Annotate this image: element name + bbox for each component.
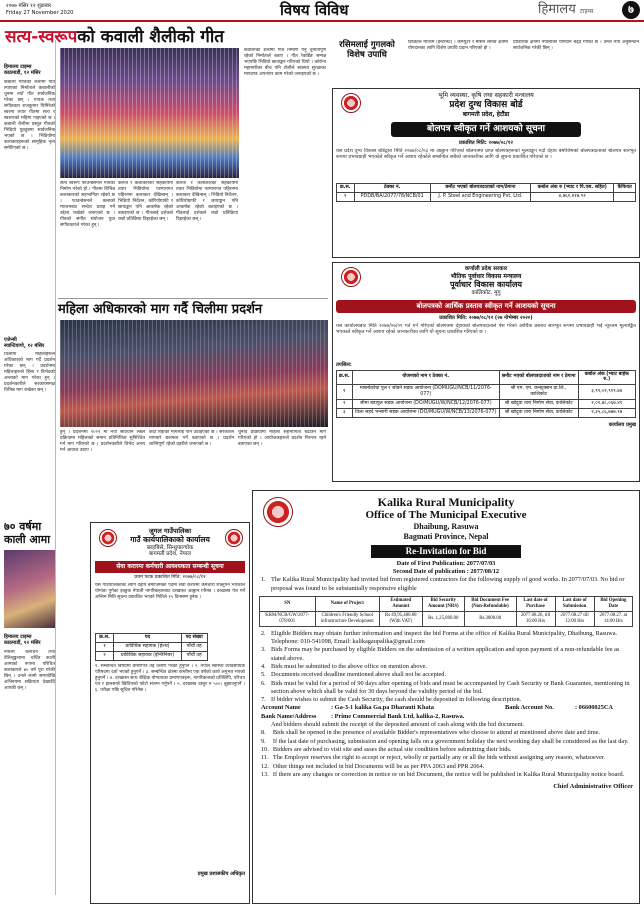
table-header: क्र.स. <box>96 633 114 642</box>
women-col3: चुनाव प्रक्रियामा महिला सहभागिता बढाउने माग गरिएको हो । आयोजकहरूले प्रदर्शन निरन्तर रहने बताएका छन् । <box>238 430 326 447</box>
sufi-place: काठमाडौं, १२ मंसिर <box>4 70 41 77</box>
women-place: स्यान्टियागो, १२ मंसिर <box>4 342 45 349</box>
table-cell: १ <box>337 385 353 400</box>
kalikot-table <box>336 370 636 419</box>
table-header: कबोल अंक (भ्याट बाहेक रु.) <box>578 370 635 385</box>
women-headline: महिला अधिकारको माग गर्दै चिलीमा प्रदर्शन <box>58 302 263 317</box>
kali-byline: हिमालय टाइम्स <box>4 634 32 640</box>
kalika-office: Office of The Municipal Executive <box>365 509 527 521</box>
table-row <box>96 642 208 651</box>
item-number: 5. <box>261 671 266 679</box>
account-no-label: Bank Account No. <box>505 704 554 712</box>
list-item-text: If the last date of purchasing, submission and opening falls on a government holiday the next working day shall be considered as the last day. <box>272 737 629 745</box>
sufi-left-text: कबाली गीतिको शैलीमा गीत ल्याएका निर्माताले कबालीको धुनमा नयाँ गीत सार्वजनिक गरेका छन् । गायक तथा संगीतकार राजकुमार घिमिरेको स्वरमा तयार गीतमा सत्य र स्वरूपको महिमा गाइएको छ । कबाली शैलीमा प्रस्तुत गीतको भिडियो युट्युबमा सार्वजनिक भएको छ । भिडियोमा कलाकारहरूको सामूहिक नृत्य समेटिएको छ । <box>4 79 55 151</box>
table-cell: तिला सहदे भन्सारी सडक आयोजना (DO/MUGU/W/NCB/13/2076-077) <box>352 409 499 418</box>
kalikot-text: यस कार्यालयबाट मिति २०७७/०७/०१ गते गर्ने गरिएको बोलपत्रमा देहायको बोलपत्रदाताले पेस गरेको आर्थिक प्रस्ताव सारभूत रूपमा प्रभावग्राही भई न्यूनतम मूल्याङ्कित भएकाले स्वीकृत गर्ने आशय रहेको जानकारीका लागि यो सूचना प्रकाशित गरिएको छ । <box>336 323 636 336</box>
table-cell: २,३५,८६,७७७.९७ <box>578 409 635 418</box>
list-item <box>259 763 633 771</box>
item-number: 2. <box>261 629 266 637</box>
sufi-col2: सत्य स्वरूप फाउन्डेसनले गीतको निर्माण गरेको हो । गीतमा विभिन्न कलाकारको सहभागिता रहेको छ । फाउन्डेसनले कलाको माध्यमबाट सन्देश प्रवाह गर्ने उद्देश्य राखेको जनाएको छ । गीतको संगीत संयोजन युवा संगीतकारले गरेका हुन् । <box>60 181 115 228</box>
milk-place: बागमती प्रदेश, हेटौंडा <box>462 111 510 119</box>
women-col1: हुन् । प्रदर्शनमा २०२१ मा नयाँ संविधान लेख्ने प्रक्रियामा महिलाको समान प्रतिनिधित्व सुनिश्चित गर्न माग गरिएको छ । प्रदर्शनकारीले विभेद अन्त्य गर्न आवाज उठाए । <box>60 430 145 453</box>
item-number: 7. <box>261 696 266 704</box>
table-cell: Children's Friendly School infrastructure Development <box>315 611 379 626</box>
kalikot-pub-date: प्रकाशित मिति: २०७७/०८/१२ (२७ नोभेम्बर २०२०) <box>439 315 533 321</box>
kalika-account <box>259 704 633 721</box>
item-number: 9. <box>261 737 266 745</box>
list-item <box>259 729 633 737</box>
header-date <box>6 3 73 17</box>
kalika-place: Dhaibung, Rasuwa <box>413 522 479 531</box>
table-header: Bid Document Fee (Non-Refundable) <box>464 596 516 611</box>
brand-logo <box>538 2 593 18</box>
item-number: 4. <box>261 662 266 670</box>
table-cell: २ <box>96 651 114 660</box>
kalikot-banner: बोलपत्रको आर्थिक प्रस्ताव स्वीकृत गर्ने आशयको सूचना <box>336 300 636 313</box>
kalika-second-pub: Second Date of publication : 2077/08/12 <box>392 568 500 576</box>
table-header: SN <box>260 596 316 611</box>
list-item <box>259 746 633 754</box>
table-cell: प्राविधिक सहायक (हेल्थ) <box>114 642 182 651</box>
jugal-office: गाउँ कार्यपालिकाको कार्यालय <box>130 535 210 545</box>
milk-text: यस प्रदेश दुग्ध विकास बोर्डद्वारा मिति २०७७/०८/०३ मा आह्वान गरिएको बोलपत्रमा प्राप्त बोलपत्रहरूको मूल्याङ्कन गर्दा देहाय बमोजिमको बोलपत्रदाताको बोलपत्र सारभूत रूपमा प्रभावग्राही भएकोले स्वीकृत गर्ने आशय रहेकोले सम्बन्धित सबैको जानकारीका लागि यो सूचना प्रकाशित गरिएको छ । <box>336 148 636 161</box>
item-number: 11. <box>261 754 269 762</box>
list-item-text: Bids must be valid for a period of 90 days after opening of bids and must be accompanied by Cash Security or Bank Guarantee, mentioning in section above which shall be valid for 30 days beyond the validity period of the bid. <box>271 679 630 695</box>
section-title: विषय विविध <box>280 1 349 19</box>
divider <box>58 298 328 299</box>
table-header: Last date of Purchase <box>516 596 555 611</box>
table-cell: KRM/NCB/GW/2077-078/001 <box>260 611 316 626</box>
sufi-col3b: कलेज र कलाकारको सहकार्यमा तयार भिडियोमा परम्परागत पहिरनमा कलाकार देखिन्छन् । भिडियो निर्देशन, कोरियोग्राफी र छायाङ्कन पनि आकर्षक रहेको बताइएको छ । गीतलाई दर्शकले राम्रो प्रतिक्रिया दिइरहेका छन् । <box>176 181 238 222</box>
list-item <box>259 680 633 697</box>
milk-pub-date: प्रकाशित मिति: २०७७/०८/१२ <box>459 139 513 146</box>
list-item <box>259 771 633 779</box>
brand-name: हिमालय <box>538 2 576 17</box>
kalikot-signature: कार्यालय प्रमुख <box>608 422 636 429</box>
kalika-items2 <box>259 729 633 779</box>
milk-ministry: भूमि व्यवस्था, कृषि तथा सहकारी मन्त्रालय <box>438 92 534 99</box>
table-header: छनौट भएको बोलपत्रदाताको नाम/ठेगाना <box>430 184 530 193</box>
table-row <box>337 385 636 400</box>
milk-banner: बोलपत्र स्वीकृत गर्ने आशयको सूचना <box>391 122 581 137</box>
table-row <box>337 193 636 202</box>
table-cell <box>614 193 636 202</box>
table-header: योजनाको नाम र ठेक्का नं. <box>352 370 499 385</box>
table-row <box>337 409 636 418</box>
table-cell: १ <box>337 193 355 202</box>
kalika-items <box>259 630 633 705</box>
emblem-icon <box>341 93 361 113</box>
account-note: And bidders should submit the receipt of the deposited amount of cash along with the bid document. <box>271 721 525 729</box>
rasim-headline: रसिमलाई गुगलको विशेष उपाधि <box>339 40 395 60</box>
table-cell: 2077.08.27. at 14:00 Hrs <box>594 611 632 626</box>
table-row <box>96 651 208 660</box>
list-item <box>259 738 633 746</box>
list-item <box>259 754 633 762</box>
table-cell: श्री खोदुवा तारा निर्माण सेवा, कालिकोट <box>499 409 578 418</box>
jugal-banner: सेवा करारमा कर्मचारी आवश्यकता सम्बन्धी सूचना <box>95 561 245 573</box>
women-left-text: चिलीमा महिलाहरूले अधिकारको माग गर्दै प्रदर्शन गरेका छन् । प्रदर्शनमा महिलाहरूले हिंसा र विभेदको अन्त्यको माग गरेका हुन् । प्रदर्शनकारीले सरकारसमक्ष विभिन्न माग राखेका छन् । <box>4 352 55 393</box>
jugal-province: बागमती प्रदेश, नेपाल <box>149 551 191 558</box>
item-number: 8. <box>261 729 266 737</box>
kalika-intro-text: The Kalika Rural Municipality had invited bid from registered contractors for the following supply of good works. In 2077/07/03. No bid or proposal was found to be substantially responsive eligible <box>271 576 625 592</box>
table-cell: मास्लोकोचा पुल र जोडने सडक आयोजना (DOMUGU/NCB/11/2076-077) <box>352 385 499 400</box>
table-cell: Rs.3000.00 <box>464 611 516 626</box>
kalikot-place: कालिकोट, मुगु <box>471 290 501 297</box>
list-item-text: Eligible Bidders may obtain further information and inspect the bid Forms at the office of Kalika Rural Municipality, Dhaibung, Rasuwa. Telephone: 010-541098, Email: kalikagaupalika@gmail.com <box>271 629 618 646</box>
table-cell: Rs. 1,25,000.00 <box>422 611 464 626</box>
table-header: Last date of Submission <box>555 596 594 611</box>
sufi-headline-rest: को कवाली शैलीको गीत <box>77 27 224 47</box>
table-cell: ३ <box>337 409 353 418</box>
rasim-col2: प्राविधिक क्षेत्रमा नेपालीको योगदान बढ्दै गएको छ । उनले नयाँ अनुसन्धान सार्वजनिक गरेकी छिन् । <box>513 40 639 51</box>
jugal-pub-date: प्रथम पटक प्रकाशित मिति: २०७७/०८/१२ <box>134 574 206 580</box>
table-cell: प्राविधिक सहायक (इन्जिनियर) <box>114 651 182 660</box>
jugal-requirements: १. सम्बन्धित विषयमा प्रमाणपत्र तह उत्तीर्ण गरेको हुनुपर्ने । २. नेपाल स्वास्थ्य व्यावसायिक परिषदमा दर्ता भएको हुनुपर्ने । ३. सम्बन्धित क्षेत्रमा कम्तीमा एक वर्षको कार्य अनुभव भएको हुनुपर्ने । ४. दरखास्त साथ शैक्षिक योग्यताका प्रमाणपत्रहरू, नागरिकताको प्रतिलिपि, परिचय पत्र र हालसालै खिचिएको फोटो संलग्न गर्नुपर्ने । ५. दरखास्त दस्तुर रु ५००। बुझाउनुपर्ने । ६. परीक्षा पछि सूचित गरिनेछ । <box>95 663 245 693</box>
flag-icon <box>225 529 243 547</box>
women-photo <box>60 320 328 427</box>
emblem-icon <box>341 267 361 287</box>
item-number: 1. <box>261 576 266 584</box>
kalikot-office: पूर्वाधार विकास कार्यालय <box>449 280 523 290</box>
jugal-name: जुगल गाउँपालिका <box>148 527 192 535</box>
sufi-photo <box>60 48 239 178</box>
account-name-value: : Ga-3-1 kalika Ga.pa Dharauti Khata <box>331 704 434 712</box>
table-cell: Rs 49,95,480.88 (With VAT) <box>379 611 422 626</box>
table-header: छनौट भएको बोलपत्रदाताको नाम र ठेगाना <box>499 370 578 385</box>
milk-office: प्रदेश दुग्ध विकास बोर्ड <box>449 99 523 110</box>
sufi-headline-red: सत्य-स्वरूप <box>5 27 78 47</box>
kalikot-top2: भौतिक पूर्वाधार विकास मन्त्रालय <box>450 272 522 280</box>
rasim-col1: डिजिटल माध्यम (इन्टरनेट) । कम्प्युटर र मेसिन लर्निङ क्षेत्रमा योगदानका लागि विशेष उपाधि प्रदान गरिएको हो । <box>408 40 508 51</box>
header-date-en: Friday 27 November 2020 <box>6 10 74 16</box>
jugal-signature: प्रमुख प्रशासकीय अधिकृत <box>197 870 245 877</box>
table-cell: श्री खोदुवा तारा निर्माण सेवा, कालिकोट <box>499 400 578 409</box>
kalika-table <box>259 596 633 627</box>
item-number: 13. <box>261 770 269 778</box>
milk-notice <box>332 88 640 258</box>
table-header: Estimated Amount <box>379 596 422 611</box>
kalika-notice <box>252 490 640 904</box>
account-no-value: : 06600025CA <box>575 704 613 712</box>
sufi-col3: कलेज र कलाकारको सहकार्यमा तयार भिडियोमा परम्परागत पहिरनमा कलाकार देखिन्छन् । भिडियो निर्देशन, कोरियोग्राफी र छायाङ्कन पनि आकर्षक रहेको बताइएको छ । गीतलाई दर्शकले राम्रो प्रतिक्रिया दिइरहेका छन् । <box>118 181 173 222</box>
table-cell: ४,७६२,४१७.९२ <box>530 193 613 202</box>
list-item <box>259 663 633 671</box>
kalikot-top1: कर्णाली प्रदेश सरकार <box>464 266 508 272</box>
kalikot-notice <box>332 262 640 482</box>
page-header <box>0 0 644 22</box>
table-header: Name of Project <box>315 596 379 611</box>
table-header: कबोल अंक रु (भ्याट र पि.एस. सहित) <box>530 184 613 193</box>
table-cell: J. P. Steel and Engineering Pvt. Ltd. <box>430 193 530 202</box>
sufi-byline: हिमालय टाइम्स <box>4 64 32 70</box>
table-cell: PDDB/BA/2077/78/NCB/01 <box>354 193 430 202</box>
list-item-text: Bids Forms may be purchased by eligible Bidders on the submission of a written application and upon payment of a non-refundable fee as stated above. <box>271 646 620 662</box>
kalika-first-pub: Date of First Publication: 2077/07/03 <box>396 560 496 568</box>
page-number: ७ <box>622 1 640 19</box>
table-row <box>260 611 633 626</box>
item-number: 10. <box>261 745 269 753</box>
item-number: 6. <box>261 679 266 687</box>
kalika-intro <box>259 576 633 593</box>
list-item-text: If there are any changes or correction in notice or on bid Document, the notice will be published in Kalika Rural Municipality notice board. <box>272 770 625 778</box>
kalikot-table-label: तपसिल: <box>336 362 352 369</box>
table-header: Bid Security Amount (NRS) <box>422 596 464 611</box>
table-cell: पाँचौं तह <box>181 642 207 651</box>
list-item-text: Bids must be submitted to the above office on mention above. <box>271 662 428 670</box>
list-item-text: Bids shall be opened in the presence of available Bidder's representatives who choose to attend at mentioned above date and time. <box>272 729 601 737</box>
table-cell: श्री एम. एम. कन्स्ट्रक्सन प्रा.लि., कालिकोट <box>499 385 578 400</box>
table-header: पद संख्या <box>181 633 207 642</box>
women-byline: एजेन्सी <box>4 336 17 343</box>
list-item-text: Other things not included in bid Documents will be as per PPA 2063 and PPR 2064. <box>272 762 485 770</box>
kalika-signature: Chief Administrative Officer <box>553 783 633 791</box>
bank-name-label: Bank Name/Address <box>261 712 317 720</box>
table-header: पद <box>114 633 182 642</box>
jugal-notice <box>90 522 250 904</box>
table-header: Bid Opening Date <box>594 596 632 611</box>
left-column <box>4 40 56 895</box>
kali-text: नेपाली चलचित्र तथा टेलिश्रृङ्खलामा चर्चित काली आमाको रूपमा परिचित कलाकारले ७० वर्ष पूरा गरेकी छिन् । उनले लामो समयदेखि अभिनयमा सक्रियता देखाउँदै आएकी छन् । <box>4 649 55 691</box>
list-item-text: Documents received deadline mentioned above shall not be accepted. <box>271 671 447 679</box>
list-item <box>259 646 633 663</box>
table-cell: जीमा बडापुल सडक आयोजना (DO/MUGU/W/NCB/12/2076-077) <box>352 400 499 409</box>
brand-suffix: टाइम्स <box>579 8 594 15</box>
list-item-text: If bidder wishes to submit the Cash Security, the cash should be deposited in following description. <box>271 696 522 704</box>
table-row <box>337 400 636 409</box>
table-cell: पाँचौं तह <box>181 651 207 660</box>
milk-table <box>336 183 636 202</box>
kali-place: काठमाडौं, १२ मंसिर <box>4 640 41 647</box>
kali-photo <box>4 550 55 628</box>
sufi-col4: कवालीको शैलीमा गीत निर्माण गर्नु चुनौतीपूर्ण रहेको निर्माताले बताए । गीत रेकर्डिङ सम्पन्न भएपछि भिडियो छायाङ्कन गरिएको थियो । कोरोना महामारीका बीच पनि टोलीले स्वास्थ्य सुरक्षाका मापदण्ड अपनाएर काम गरेको जनाइएको छ । <box>244 48 326 77</box>
table-cell: २ <box>337 400 353 409</box>
women-col2: कैदी रिहाको मागलाई पनि उठाइएको छ । सरकारले मागबारे छलफल गर्ने बताएको छ । प्रदर्शन शान्तिपूर्ण रहेको प्रहरीले जनाएको छ । <box>149 430 234 447</box>
table-cell: 2077.08.26, till 16:00 Hrs <box>516 611 555 626</box>
jugal-text: यस गाउँपालिकाको लागि देहाय बमोजिमका पदमा सेवा करारमा कर्मचारी राख्नुपर्ने भएकोले योग्यता पुगेका इच्छुक नेपाली नागरिकहरूबाट दरखास्त आह्वान गरिन्छ । दरखास्त पेश गर्ने अन्तिम मिति सूचना प्रकाशित भएको मितिले १५ दिनसम्म हुनेछ । <box>95 582 245 600</box>
list-item <box>259 671 633 679</box>
table-header: क्र.स. <box>337 184 355 193</box>
sufi-headline <box>5 27 224 47</box>
table-cell: २,०१,७८,०६७.४९ <box>578 400 635 409</box>
list-item <box>259 696 633 704</box>
header-date-np: २०७७ मंसिर १२ शुक्रबार <box>6 3 52 9</box>
kalika-province: Bagmati Province, Nepal <box>403 532 489 541</box>
list-item <box>259 630 633 647</box>
table-header: ठेक्का नं. <box>354 184 430 193</box>
bank-name-value: : Prime Commercial Bank Ltd, kalika-2, Rasuwa. <box>331 712 465 720</box>
kali-headline: ७० वर्षमा काली आमा <box>4 520 51 546</box>
kalika-name: Kalika Rural Municipality <box>377 495 515 509</box>
list-item-text: Bidders are advised to visit site and asses the actual site condition before submitting their bids. <box>272 745 512 753</box>
item-number: 12. <box>261 762 269 770</box>
jugal-place: बरहबिसे, सिन्धुपाल्चोक <box>146 544 194 551</box>
item-number: 3. <box>261 646 266 654</box>
table-cell: 2077.08.27 till 12:00 Hrs <box>555 611 594 626</box>
account-name-label: Account Name <box>261 704 301 712</box>
jugal-table <box>95 633 208 661</box>
table-header: कैफियत <box>614 184 636 193</box>
kalika-banner: Re-Invitation for Bid <box>371 545 521 558</box>
emblem-icon <box>263 497 293 527</box>
table-header: क्र.स. <box>337 370 353 385</box>
table-cell: ३,९९,०२,९१९.७४ <box>578 385 635 400</box>
list-item-text: The Employer reserves the right to accept or reject, wholly or partially any or all the bids without assigning any reason, whatsoever. <box>272 754 606 762</box>
emblem-icon <box>99 529 117 547</box>
table-cell: १ <box>96 642 114 651</box>
